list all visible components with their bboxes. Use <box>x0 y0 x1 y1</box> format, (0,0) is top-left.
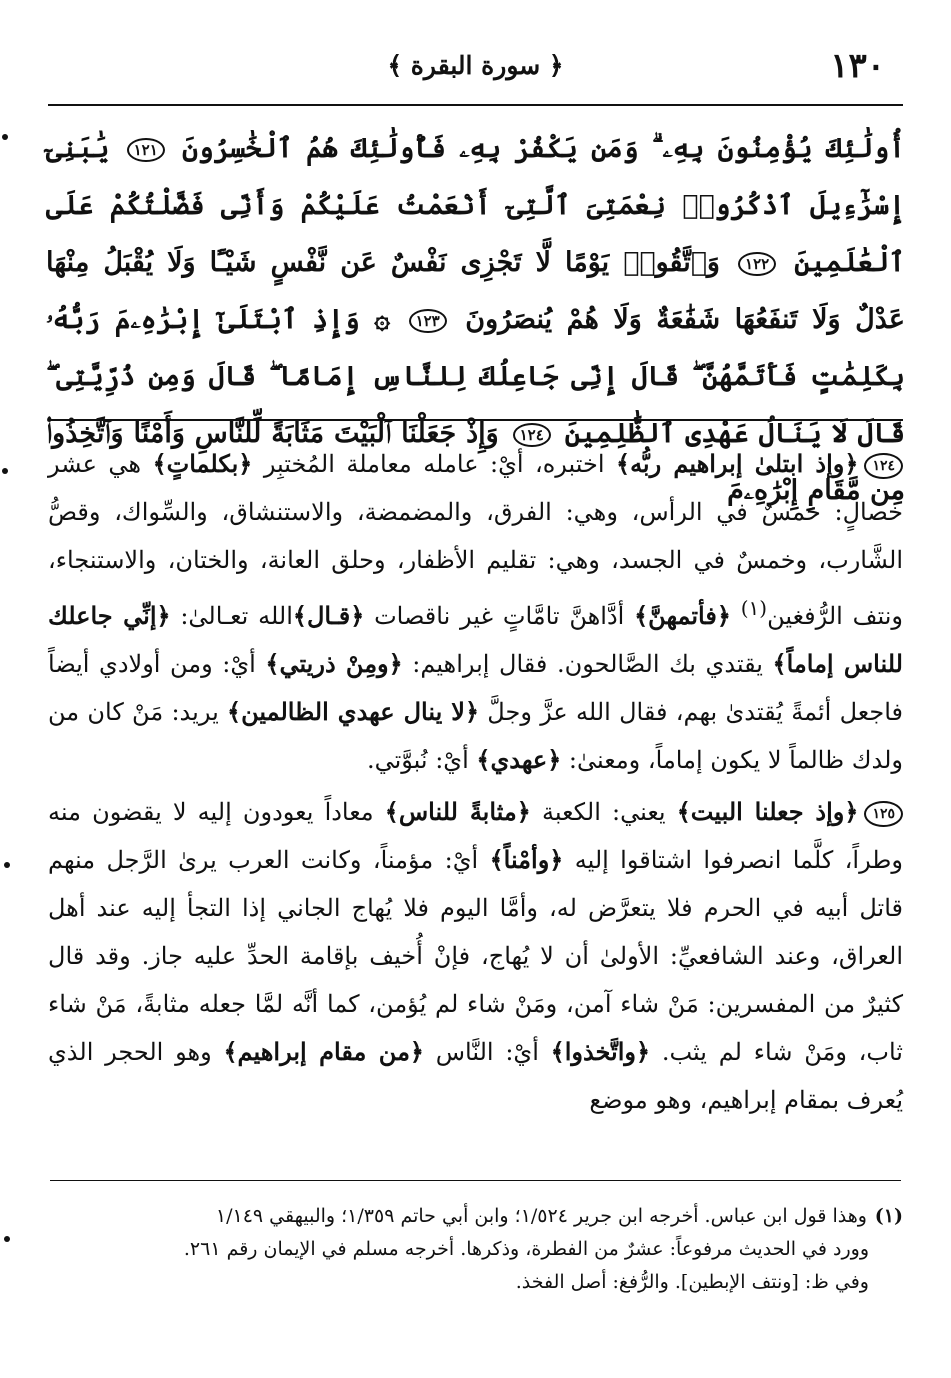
explanation: يعني: الكعبة <box>530 798 677 826</box>
footnote-divider <box>50 1180 901 1181</box>
quote: ﴿وأمْناً﴾ <box>489 845 564 874</box>
quote: ﴿من مقام إبراهيم﴾ <box>223 1037 424 1066</box>
footnote-text: وفي ظ: [ونتف الإبطين]. والرُّفغ: أصل الفخذ. <box>515 1271 869 1293</box>
footnote-number: (١) <box>874 1205 903 1227</box>
explanation: الله تعـالىٰ: <box>170 602 293 630</box>
explanation: هي عشر خصالٍ: خمسٌ في الرأس، وهي: الفرق، والمضمضة، والاستنشاق، والسِّواك، وقصُّ الشَّارب، وخمسٌ في الجسد، وهي: تقليم الأظفار، وحلق العانة، والختان، والاستنجاء، ونتف الرُّفغين <box>48 450 903 630</box>
surah-title: ﴿ سورة البقرة ﴾ <box>387 51 564 80</box>
scan-speck <box>2 468 8 474</box>
footnote-text: وهذا قول ابن عباس. أخرجه ابن جرير ١/٥٢٤؛ وابن أبي حاتم ١/٣٥٩؛ والبيهقي ١/١٤٩ <box>215 1205 867 1227</box>
explanation: معاداً يعودون إليه لا يقضون منه وطراً، كلَّما انصرفوا اشتاقوا إليه <box>48 798 903 874</box>
explanation: يريد: مَنْ كان من ولدك ظالماً لا يكون إماماً، ومعنىٰ: <box>48 698 903 774</box>
explanation: أيْ: ومن أولادي أيضاً فاجعل أئمةً يُقتدىٰ بهم، فقال الله عزَّ وجلَّ <box>48 650 903 726</box>
quran-verse-121: أُولَٰئِكَ يُؤْمِنُونَ بِهِۦ ۗ وَمَن يَكْفُرْ بِهِۦ فَأُولَٰئِكَ هُمُ ٱلْخَٰسِرُونَ <box>182 133 906 164</box>
footnote-line <box>48 1233 903 1266</box>
quote: ﴿عهدي﴾ <box>476 745 562 774</box>
header-divider <box>48 104 903 106</box>
footnote-text: وورد في الحديث مرفوعاً: عشرٌ من الفطرة، وذكرها. أخرجه مسلم في الإيمان رقم ٢٦١. <box>183 1238 869 1260</box>
commentary-block <box>48 440 903 1128</box>
verse-badge-125: ١٢٥ <box>864 801 903 827</box>
ayah-number-124: ١٢٤ <box>513 423 551 447</box>
quran-verse-124: ۞ وَإِذِ ٱبْتَلَىٰٓ إِبْرَٰهِۦمَ رَبُّهُۥ بِكَلِمَٰتٍ فَأَتَمَّهُنَّ ۖ قَالَ إِنِّى جَاعِلُكَ لِلنَّاسِ إِمَامًا ۖ قَالَ وَمِن ذُرِّيَّتِى ۖ قَالَ لَا يَنَالُ عَهْدِى ٱلظَّٰلِمِينَ <box>46 304 906 449</box>
explanation: أيْ: مؤمناً، وكانت العرب يرىٰ الرَّجل منهم قاتل أبيه في الحرم فلا يتعرَّض له، وأمَّا اليوم فلا يُهاج الجاني إذا التجأ إليه عند أهل العراق، وعند الشافعيِّ: الأولىٰ أن لا يُهاج، فإنْ أُخيف بإقامة الحدِّ عليه جاز. وقد قال كثيرٌ من المفسرين: مَنْ شاء آمن، ومَنْ شاء لم يُؤمن، كما أنَّه لمَّا جعله مثابةً، مَنْ شاء ثاب، ومَنْ شاء لم يثب. <box>48 846 903 1066</box>
quran-verse-123: وَٱتَّقُوا۟ يَوْمًا لَّا تَجْزِى نَفْسٌ عَن نَّفْسٍ شَيْـًٔا وَلَا يُقْبَلُ مِنْهَا عَدْلٌ وَلَا تَنفَعُهَا شَفَٰعَةٌ وَلَا هُمْ يُنصَرُونَ <box>46 247 905 335</box>
page-number: ١٣٠ <box>830 46 885 86</box>
quote: ﴿لا ينال عهدي الظالمين﴾ <box>227 697 480 726</box>
quran-divider <box>48 419 903 421</box>
explanation: أدَّاهنَّ تامَّاتٍ غير ناقصات <box>364 602 635 630</box>
quote: ﴿وإذ ابتلىٰ إبراهيم ربُّه﴾ <box>616 449 859 478</box>
page-header <box>40 46 911 96</box>
scan-speck <box>4 1236 10 1242</box>
quran-verse-125: وَإِذْ جَعَلْنَا ٱلْبَيْتَ مَثَابَةً لِّلنَّاسِ وَأَمْنًا وَٱتَّخِذُوا۟ مِن مَّقَامِ إِبْرَٰهِۦمَ <box>46 418 905 506</box>
quote: ﴿ومِنْ ذريتي﴾ <box>265 649 403 678</box>
commentary-verse-125 <box>48 788 903 1124</box>
footnote-line <box>48 1266 903 1299</box>
ayah-number-121: ١٢١ <box>127 138 165 162</box>
quote: ﴿بكلماتٍ﴾ <box>152 449 253 478</box>
scan-speck <box>4 862 10 868</box>
quran-verse-122: يَٰبَنِىٓ إِسْرَٰٓءِيلَ ٱذْكُرُوا۟ نِعْمَتِىَ ٱلَّتِىٓ أَنْعَمْتُ عَلَيْكُمْ وَأَنِّى فَضَّلْتُكُمْ عَلَى ٱلْعَٰلَمِينَ <box>46 133 905 278</box>
quote: ﴿وإذ جعلنا البيت﴾ <box>676 797 859 826</box>
quote: ﴿إنِّي جاعلك للناس إماماً﴾ <box>48 601 903 678</box>
commentary-verse-124 <box>48 440 903 784</box>
ayah-number-122: ١٢٢ <box>738 252 776 276</box>
ayah-number-123: ١٢٣ <box>409 309 447 333</box>
explanation: يقتدي بك الصَّالحون. فقال إبراهيم: <box>402 650 773 678</box>
footnote-ref[interactable]: (١) <box>740 596 768 620</box>
explanation: وهو الحجر الذي يُعرف بمقام إبراهيم، وهو موضع <box>48 1038 903 1114</box>
verse-badge-124: ١٢٤ <box>864 453 903 479</box>
footnote-block <box>48 1200 903 1299</box>
quote: ﴿قـال﴾ <box>292 601 365 630</box>
explanation: اختبره، أيْ: عامله معاملة المُختبِر <box>252 450 616 478</box>
scan-speck <box>2 134 8 140</box>
explanation: أيْ: النَّاس <box>424 1038 551 1066</box>
spacer-text <box>731 602 741 630</box>
quote: ﴿فأتمهنَّ﴾ <box>634 601 731 630</box>
quote: ﴿واتَّخذوا﴾ <box>550 1037 651 1066</box>
explanation: أيْ: نُبوَّتي. <box>366 746 477 774</box>
quote: ﴿مثابةً للناس﴾ <box>384 797 531 826</box>
footnote-line <box>48 1200 903 1233</box>
